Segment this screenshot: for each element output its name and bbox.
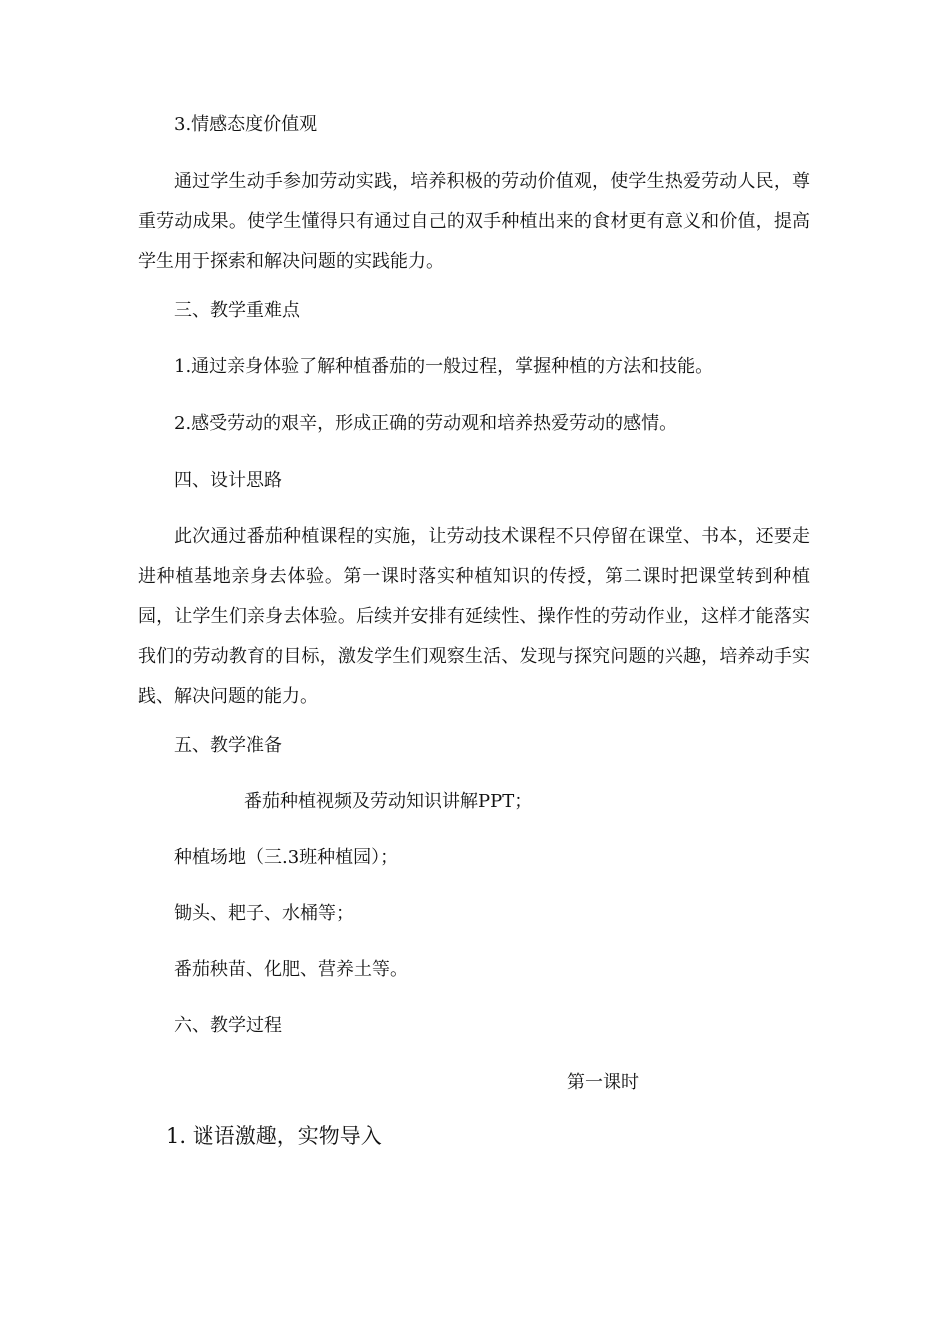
prep-item: 番茄秧苗、化肥、营养土等。 xyxy=(174,959,408,980)
section-title-preparation: 五、教学准备 xyxy=(174,735,282,756)
prep-item: 锄头、耙子、水桶等； xyxy=(174,903,354,924)
paragraph-emotion: 通过学生动手参加劳动实践，培养积极的劳动价值观，使学生热爱劳动人民，尊重劳动成果。使学生懂得只有通过自己的双手种植出来的食材更有意义和价值，提高学生用于探索和解决问题的实践能力。 xyxy=(138,171,810,272)
section-title-design: 四、设计思路 xyxy=(174,470,282,491)
key-point-1: 1.通过亲身体验了解种植番茄的一般过程，掌握种植的方法和技能。 xyxy=(174,356,714,377)
section-title-process: 六、教学过程 xyxy=(174,1015,282,1036)
heading-emotion: 3.情感态度价值观 xyxy=(174,114,318,135)
prep-item: 番茄种植视频及劳动知识讲解PPT； xyxy=(244,791,533,812)
prep-item: 种植场地（三.3班种植园）； xyxy=(174,847,399,868)
step-1-title: 1. 谜语激趣，实物导入 xyxy=(166,1124,382,1148)
lesson-title: 第一课时 xyxy=(567,1072,639,1093)
section-title-key-points: 三、教学重难点 xyxy=(174,300,300,321)
paragraph-design: 此次通过番茄种植课程的实施，让劳动技术课程不只停留在课堂、书本，还要走进种植基地亲身去体验。第一课时落实种植知识的传授，第二课时把课堂转到种植园，让学生们亲身去体验。后续并安排有延续性、操作性的劳动作业，这样才能落实我们的劳动教育的目标，激发学生们观察生活、发现与探究问题的兴趣，培养动手实践、解决问题的能力。 xyxy=(138,526,810,707)
key-point-2: 2.感受劳动的艰辛，形成正确的劳动观和培养热爱劳动的感情。 xyxy=(174,413,678,434)
